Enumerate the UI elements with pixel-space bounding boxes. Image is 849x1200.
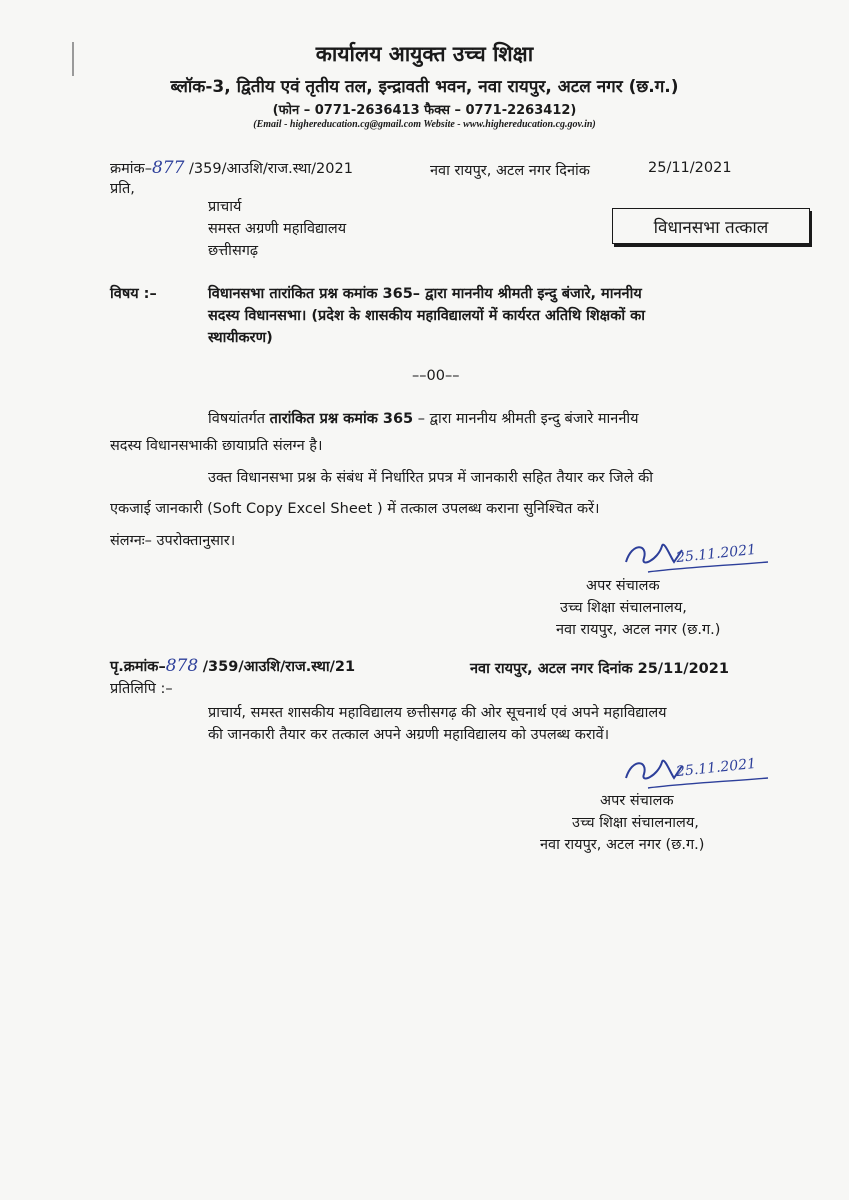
body-paragraph-1-line-1 <box>208 408 639 428</box>
body-paragraph-2-line-1: उक्त विधानसभा प्रश्न के संबंध में निर्धारित प्रपत्र में जानकारी सहित तैयार कर जिले की <box>208 470 654 486</box>
enclosure-note: संलग्नः– उपरोक्तानुसार। <box>110 533 236 549</box>
ref-prefix: क्रमांक– <box>110 161 152 177</box>
body-p1-text-a: विषयांतर्गत <box>208 411 270 427</box>
subject-line-1: विधानसभा तारांकित प्रश्न कमांक 365– द्वारा माननीय श्रीमती इन्दु बंजारे, माननीय <box>208 286 642 302</box>
copy-label: प्रतिलिपि :– <box>110 681 173 697</box>
copy-ref-number-handwritten: 878 <box>165 656 199 676</box>
letter-date: 25/11/2021 <box>648 160 732 176</box>
separator: ––00–– <box>412 368 460 384</box>
office-phone-fax: (फोन – 0771-2636413 फैक्स – 0771-2263412) <box>272 103 577 118</box>
to-label: प्रति, <box>110 181 135 197</box>
ref-suffix: /359/आउशि/राज.स्था/2021 <box>189 161 353 177</box>
urgent-stamp-text: विधानसभा तत्काल <box>653 217 769 238</box>
place-date-label: नवा रायपुर, अटल नगर दिनांक <box>430 163 590 179</box>
copy-body-line-2: की जानकारी तैयार कर तत्काल अपने अग्रणी महाविद्यालय को उपलब्ध करावें। <box>208 727 610 743</box>
recipient-line-1: प्राचार्य <box>208 199 242 215</box>
subject-line-3: स्थायीकरण) <box>208 330 273 346</box>
recipient-line-2: समस्त अग्रणी महाविद्यालय <box>208 221 347 237</box>
copy-body-line-1: प्राचार्य, समस्त शासकीय महाविद्यालय छत्तीसगढ़ की ओर सूचनार्थ एवं अपने महाविद्यालय <box>208 705 667 721</box>
signatory-1-office: उच्च शिक्षा संचालनालय, <box>560 600 687 616</box>
body-paragraph-1-line-2: सदस्य विधानसभाकी छायाप्रति संलग्न है। <box>110 438 323 454</box>
signatory-2-office: उच्च शिक्षा संचालनालय, <box>572 815 699 831</box>
body-p1-text-b: – द्वारा माननीय श्रीमती इन्दु बंजारे माननीय <box>413 411 639 427</box>
signatory-1-title: अपर संचालक <box>586 578 660 594</box>
signatory-2-address: नवा रायपुर, अटल नगर (छ.ग.) <box>540 837 705 853</box>
recipient-line-3: छत्तीसगढ़ <box>208 243 259 259</box>
office-title: कार्यालय आयुक्त उच्च शिक्षा <box>315 42 534 66</box>
signature-1-date: 25.11.2021 <box>675 541 757 567</box>
reference-line <box>110 158 353 178</box>
body-p1-question-ref: तारांकित प्रश्न कमांक 365 <box>269 411 414 427</box>
signatory-2-title: अपर संचालक <box>600 793 674 809</box>
copy-place-date: नवा रायपुर, अटल नगर दिनांक 25/11/2021 <box>470 661 729 677</box>
subject-line-2: सदस्य विधानसभा। (प्रदेश के शासकीय महाविद्यालयों में कार्यरत अतिथि शिक्षकों का <box>208 308 646 324</box>
office-email-website: (Email - highereducation.cg@gmail.com Website - www.highereducation.cg.gov.in) <box>253 119 596 130</box>
copy-reference-line <box>110 656 355 676</box>
office-address: ब्लॉक-3, द्वितीय एवं तृतीय तल, इन्द्रावती भवन, नवा रायपुर, अटल नगर (छ.ग.) <box>170 77 679 97</box>
body-paragraph-2-line-2: एकजाई जानकारी (Soft Copy Excel Sheet ) में तत्काल उपलब्ध कराना सुनिश्चित करें। <box>110 501 600 517</box>
copy-ref-suffix: /359/आउशि/राज.स्था/21 <box>202 659 356 675</box>
subject-label: विषय :– <box>110 286 157 302</box>
copy-ref-prefix: पृ.क्रमांक– <box>110 659 166 675</box>
signatory-1-address: नवा रायपुर, अटल नगर (छ.ग.) <box>556 622 721 638</box>
urgent-stamp <box>612 208 810 244</box>
ref-number-handwritten: 877 <box>151 158 185 178</box>
signature-2-date: 25.11.2021 <box>675 755 757 781</box>
